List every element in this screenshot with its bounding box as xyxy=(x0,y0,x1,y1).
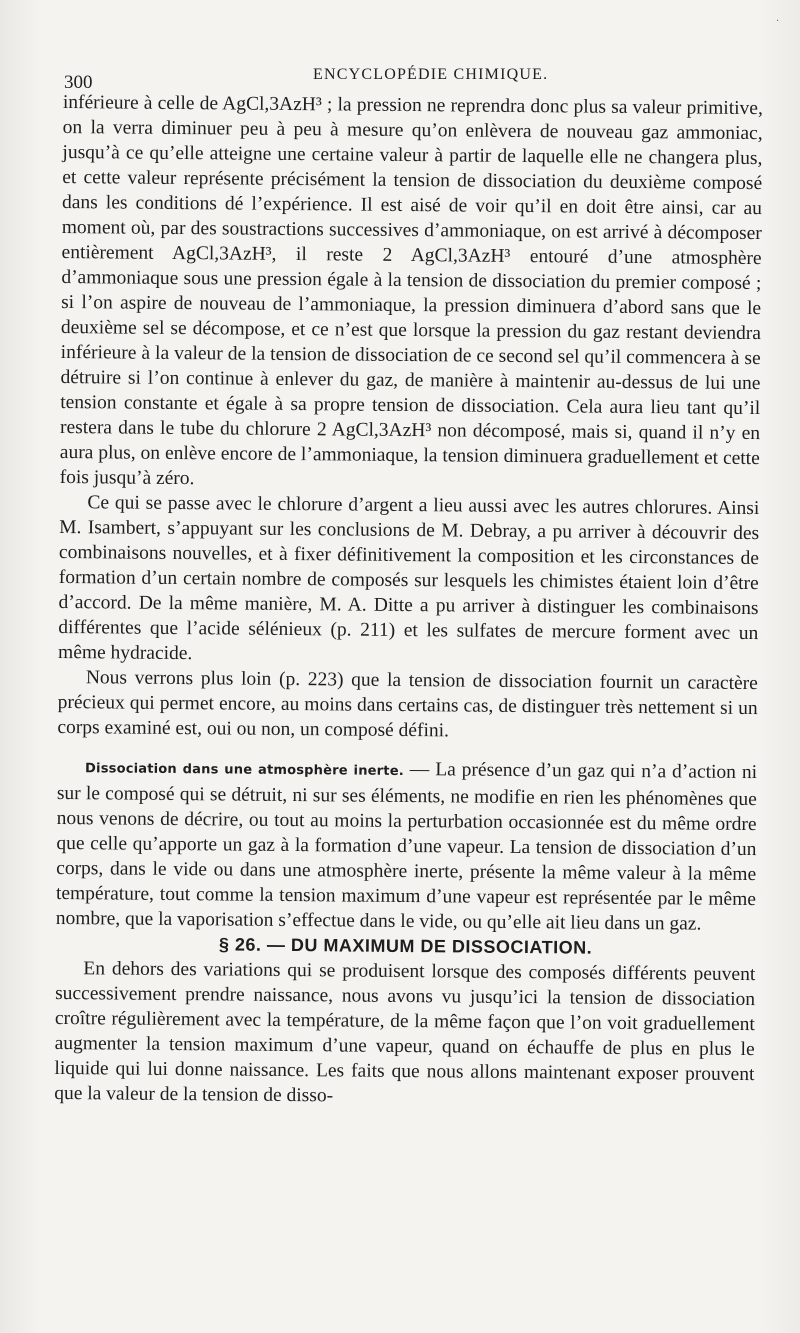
body-text xyxy=(54,90,763,1112)
paragraph-chlorures: Ce qui se passe avec le chlorure d’argent a lieu aussi avec les autres chlorures. Ainsi M. Isambert, s’appuyant sur les conclusions de M. Debray, a pu arriver à découvrir des combinaisons nouvelles, et à fixer définitivement la composition et les circonstances de formation d’un certain nombre de composés sur lesquels les chimistes étaient loin d’être d’accord. De la même manière, M. A. Ditte a pu arriver à distinguer les combinaisons différentes que l’acide sélénieux (p. 211) et les sulfates de mercure forment avec un même hydracide. xyxy=(57,492,760,665)
subsection-text: — La présence d’un gaz qui n’a d’action ni sur le composé qui se détruit, ni sur ses éléments, ne modifie en rien les phénomènes que nous venons de décrire, ou tout au moins la perturbation occasionnée est du même ordre que celle qu’apporte un gaz à la formation d’une vapeur. La tension de dissociation d’un corps, dans le vide ou dans une atmosphère inerte, présente la même valeur à la même température, tout comme la tension maximum d’une vapeur est représentée par le même nombre, que la vaporisation s’effectue dans le vide, ou qu’elle ait lieu dans un gaz. xyxy=(55,759,758,935)
page-header xyxy=(58,62,758,92)
paragraph-tension-caractere: Nous verrons plus loin (p. 223) que la tension de dissociation fournit un caractère précieux qui permet encore, au moins dans certains cas, de distinguer très nettement si un corps examiné est, oui ou non, un composé défini. xyxy=(57,667,758,742)
corner-mark: · xyxy=(776,16,780,27)
subsection-heading: Dissociation dans une atmosphère inerte. xyxy=(85,761,404,780)
section-heading: § 26. — DU MAXIMUM DE DISSOCIATION. xyxy=(218,934,593,958)
running-title: ENCYCLOPÉDIE CHIMIQUE. xyxy=(313,66,549,83)
page-number: 300 xyxy=(64,72,93,93)
paragraph-continuation: inférieure à celle de AgCl,3AzH³ ; la pression ne reprendra donc plus sa valeur primitive, on la verra diminuer peu à peu à mesure qu’on enlèvera de nouveau gaz ammoniac, jusqu’à ce qu’elle atteigne une certaine valeur à partir de laquelle elle ne changera plus, et cette valeur représente précisément la tension de dissociation du deuxième composé dans les conditions dé l’expérience. Il est aisé de voir qu’il en doit être ainsi, car au moment où, par des soustractions successives d’ammoniaque, on est arrivé à décomposer entièrement AgCl,3AzH³, il reste 2 AgCl,3AzH³ entouré d’une atmosphère d’ammoniaque sous une pression égale à la tension de dissociation du premier composé ; si l’on aspire de nouveau de l’ammoniaque, la pression diminuera d’abord sans que le deuxième sel se décompose, et ce n’est que lorsque la pression du gaz restant deviendra inférieure à la valeur de la tension de dissociation de ce second sel qu’il commencera à se détruire si l’on continue à enlever du gaz, de manière à maintenir au-dessus de lui une tension constante et égale à sa propre tension de dissociation. Cela aura lieu tant qu’il restera dans le tube du chlorure 2 AgCl,3AzH³ non décomposé, mais si, quand il n’y en aura plus, on enlève encore de l’ammoniaque, la tension diminuera graduellement et cette fois jusqu’à zéro. xyxy=(59,91,763,490)
subsection-paragraph xyxy=(56,754,758,937)
section-paragraph: En dehors des variations qui se produisent lorsque des composés différents peuvent successivement prendre naissance, nous avons vu jusqu’ici la tension de dissociation croître régulièrement avec la température, de la même façon que l’on voit graduellement augmenter la tension maximum d’une vapeur, quand on échauffe de plus en plus le liquide qui lui donne naissance. Les faits que nous allons maintenant exposer prouvent que la valeur de la tension de disso- xyxy=(54,958,756,1107)
